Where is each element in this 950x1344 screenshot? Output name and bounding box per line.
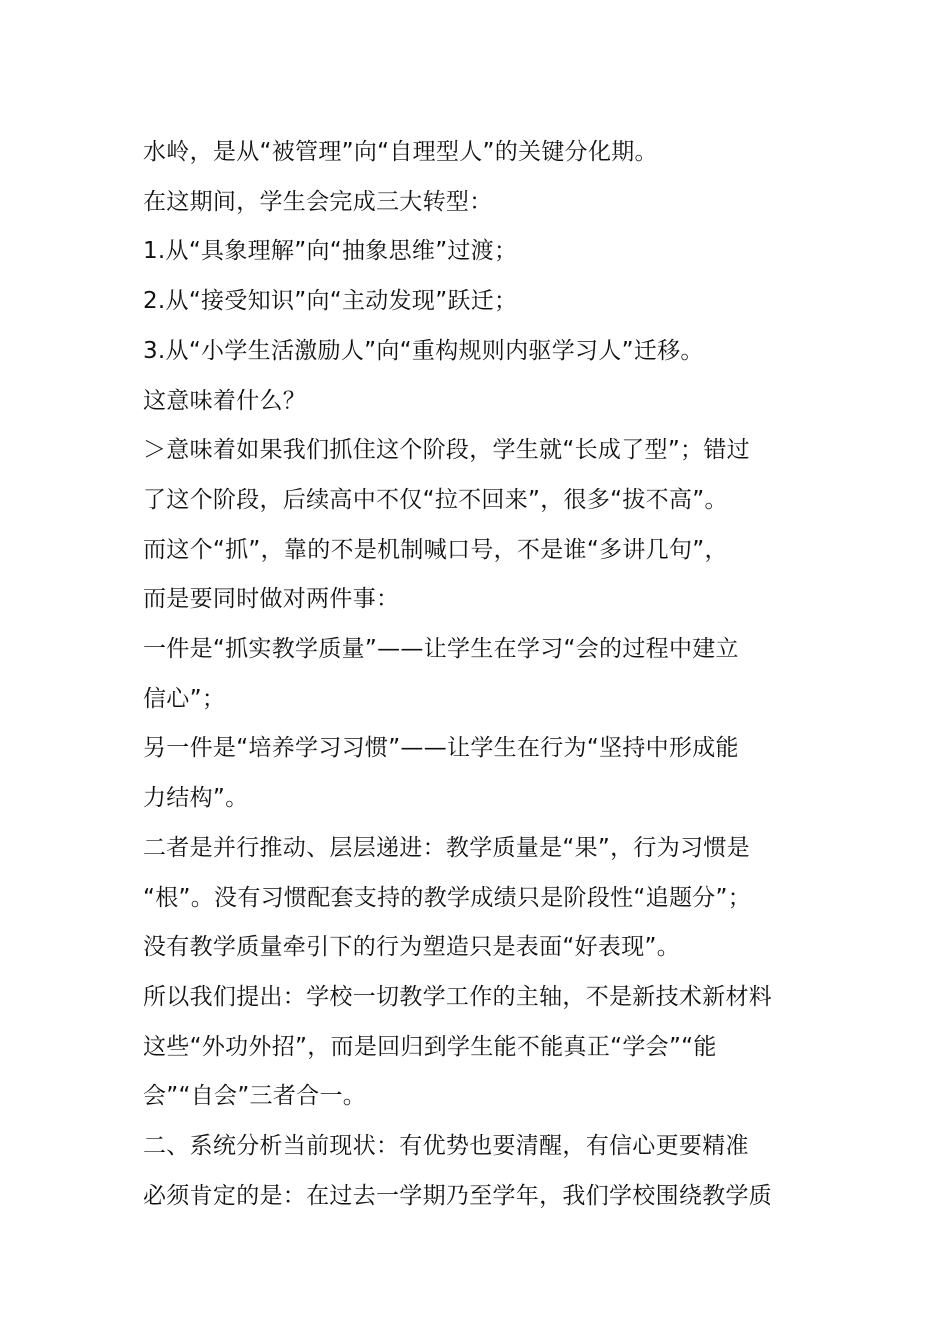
text-line: 在这期间，学生会完成三大转型： bbox=[143, 188, 493, 215]
text-line: 必须肯定的是：在过去一学期乃至学年，我们学校围绕教学质 bbox=[143, 1182, 773, 1209]
text-line: 这意味着什么？ bbox=[143, 387, 307, 414]
section-heading: 二、系统分析当前现状：有优势也要清醒，有信心更要精准 bbox=[143, 1133, 749, 1160]
text-line: 没有教学质量牵引下的行为塑造只是表面“好表现”。 bbox=[143, 934, 681, 961]
text-line: 会”“自会”三者合一。 bbox=[143, 1083, 367, 1110]
text-line: 所以我们提出：学校一切教学工作的主轴，不是新技术新材料 bbox=[143, 983, 773, 1010]
text-line: 而这个“抓”，靠的不是机制喊口号，不是谁“多讲几句”， bbox=[143, 536, 728, 563]
text-line: 水岭，是从“被管理”向“自理型人”的关键分化期。 bbox=[143, 139, 658, 165]
text-line: 而是要同时做对两件事： bbox=[143, 586, 400, 613]
text-line: 力结构”。 bbox=[143, 785, 249, 812]
text-line: 3.从“小学生活激励人”向“重构规则内驱学习人”迁移。 bbox=[143, 337, 704, 364]
text-line: 一件是“抓实教学质量”——让学生在学习“会的过程中建立 bbox=[143, 636, 739, 663]
text-line: 信心”； bbox=[143, 685, 226, 712]
document-body bbox=[143, 128, 823, 1221]
text-line: 另一件是“培养学习习惯”——让学生在行为“坚持中形成能 bbox=[143, 735, 739, 762]
text-line: “根”。没有习惯配套支持的教学成绩只是阶段性“追题分”； bbox=[143, 884, 752, 911]
text-line: 2.从“接受知识”向“主动发现”跃迁； bbox=[143, 288, 518, 315]
text-line: 1.从“具象理解”向“抽象思维”过渡； bbox=[143, 238, 518, 265]
text-line: 二者是并行推动、层层递进：教学质量是“果”，行为习惯是 bbox=[143, 834, 750, 861]
text-line: ＞意味着如果我们抓住这个阶段，学生就“长成了型”；错过 bbox=[143, 437, 750, 464]
text-line: 了这个阶段，后续高中不仅“拉不回来”，很多“拔不高”。 bbox=[143, 486, 728, 513]
text-line: 这些“外功外招”，而是回归到学生能不能真正“学会”“能 bbox=[143, 1033, 717, 1060]
